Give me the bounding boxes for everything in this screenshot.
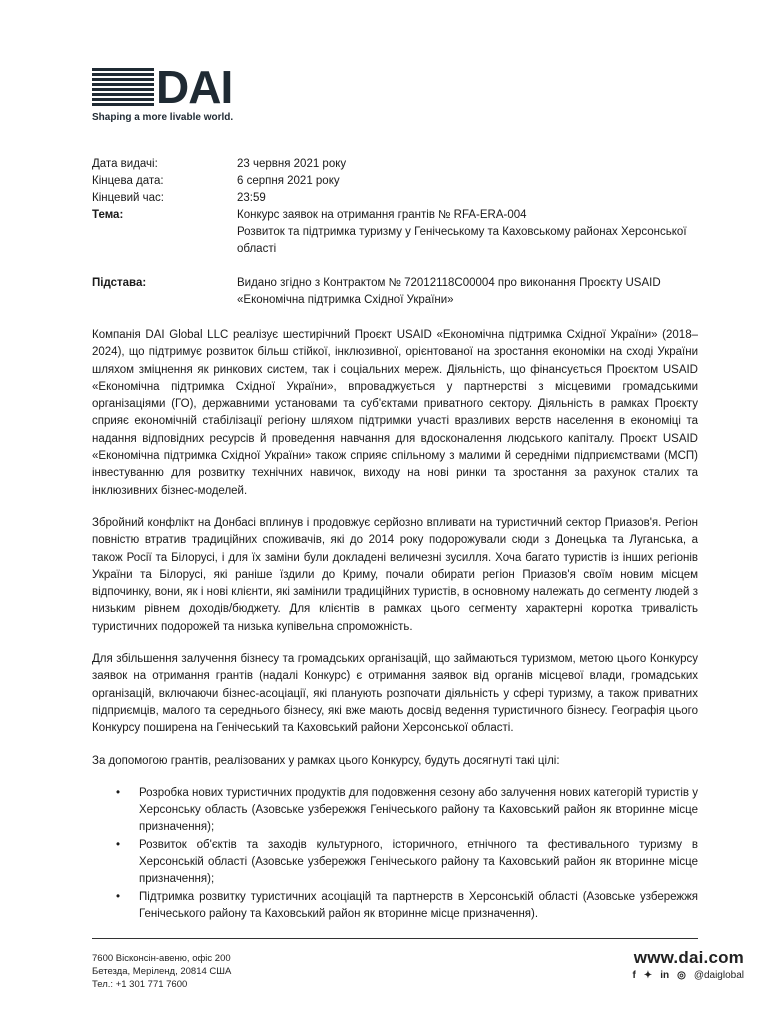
twitter-icon: ✦ <box>643 970 653 981</box>
linkedin-icon: in <box>660 970 670 981</box>
document-body <box>92 327 698 923</box>
issue-date-row <box>92 156 702 173</box>
subject-line-2: Розвиток та підтримка туризму у Генічеському та Каховському районах Херсонської області <box>237 226 687 255</box>
goals-list <box>92 785 698 923</box>
basis-value: Видано згідно з Контрактом № 72012118C00004 про виконання Проєкту USAID «Економічна підтримка Східної України» <box>237 277 661 306</box>
paragraph-conflict: Збройний конфлікт на Донбасі вплинув і продовжує серйозно впливати на туристичний сектор Приазов'я. Регіон повністю втратив традиційних споживачів, які до 2014 року подорожували сюди з Донецька та Луганська, а також Росії та Білорусі, і для їх заміни були докладені величезні зусилля. Хоча багато туристів із інших регіонів України та Білорусі, які раніше їздили до Криму, почали обирати регіон Приазов'я своїм новим місцем відпочинку, вони, як і нові клієнти, які замінили традиційних туристів, в основному належать до сегменту людей з низьким рівнем доходів/бюджету. Для клієнтів в рамках цього сегменту характерні коротка тривалість туристичних подорожей та низька купівельна спроможність. <box>92 516 698 633</box>
end-date-value: 6 серпня 2021 року <box>237 175 340 187</box>
address-line-1: 7600 Вісконсін-авеню, офіс 200 <box>92 953 231 964</box>
list-item: • Розвиток об'єктів та заходів культурного, історичного, етнічного та фестивального туризму в Херсонській області (Азовське узбережжя Генічеського району та Каховський район як вторинне місце призначення); <box>116 838 698 886</box>
footer-address <box>92 952 231 991</box>
subject-row <box>92 207 702 258</box>
footer-website: www.dai.com <box>633 948 744 967</box>
issue-date-label: Дата видачі: <box>92 158 158 170</box>
footer-divider <box>92 938 698 939</box>
subject-label: Тема: <box>92 209 124 221</box>
social-handle: @daiglobal <box>693 970 744 981</box>
dai-logo <box>92 61 262 126</box>
paragraph-purpose: Для збільшення залучення бізнесу та громадських організацій, що займаються туризмом, метою цього Конкурсу заявок на отримання грантів (надалі Конкурс) є отримання заявок від органів місцевої влади, громадських організацій, включаючи бізнес-асоціації, які планують розпочати діяльність у сфері туризму, а також приватних підприємців, малого та середнього бізнесу, які вже мають досвід ведення туристичного бізнесу. Географія цього Конкурсу поширена на Генічеський та Каховський райони Херсонської області. <box>92 653 698 735</box>
footer-social <box>632 970 744 981</box>
facebook-icon: f <box>632 970 636 981</box>
logo-stripes-icon <box>92 68 154 106</box>
end-time-value: 23:59 <box>237 192 266 204</box>
instagram-icon: ◎ <box>677 970 686 981</box>
basis-label: Підстава: <box>92 277 147 289</box>
subject-line-1: Конкурс заявок на отримання грантів № RFA-ERA-004 <box>237 209 527 221</box>
logo-text: DAI <box>156 61 233 113</box>
end-time-row <box>92 190 702 207</box>
address-line-2: Бетезда, Меріленд, 20814 США <box>92 966 232 977</box>
bullet-icon: • <box>116 838 121 851</box>
subject-value <box>237 207 702 258</box>
end-date-label: Кінцева дата: <box>92 175 164 187</box>
list-item: • Розробка нових туристичних продуктів для подовження сезону або залучення нових категорій туристів у Херсонську область (Азовське узбережжя Генічеського району та Каховський район як вторинне місце призначення); <box>116 786 698 834</box>
document-meta <box>92 156 702 309</box>
bullet-icon: • <box>116 786 121 799</box>
paragraph-goals-intro: За допомогою грантів, реалізованих у рамках цього Конкурсу, будуть досягнуті такі цілі: <box>92 754 560 767</box>
list-item: • Підтримка розвитку туристичних асоціацій та партнерств в Херсонській області (Азовське узбережжя Генічеського району та Каховський район як вторинне місце призначення). <box>116 890 698 920</box>
end-time-label: Кінцевий час: <box>92 192 164 204</box>
paragraph-intro: Компанія DAI Global LLC реалізує шестирічний Проєкт USAID «Економічна підтримка Східної України» (2018–2024), що підтримує розвиток більш стійкої, інклюзивної, орієнтованої на зростання економіки на сході України шляхом зміцнення як ринкових систем, так і соціальних мереж. Діяльність, що фінансується Проєктом USAID «Економічна підтримка Східної України», впроваджується у партнерстві з місцевими громадськими організаціями (ГО), державними установами та суб'єктами приватного сектору. Діяльність в рамках Проєкту сприяє економічній стабілізації регіону шляхом підтримки участі вразливих верств населення в економіці та надання відповідних ресурсів й проведення навчання для вдосконалення людського капіталу. Проєкт USAID «Економічна підтримка Східної України» також сприяє спільному з малими й середніми підприємствами (МСП) інвестуванню для розвитку технічних навичок, виходу на нові ринки та зростання за рахунок сталих та інклюзивних бізнес-моделей. <box>92 329 698 497</box>
basis-row <box>92 275 702 309</box>
bullet-icon: • <box>116 890 121 903</box>
end-date-row <box>92 173 702 190</box>
issue-date-value: 23 червня 2021 року <box>237 158 347 170</box>
logo-tagline: Shaping a more livable world. <box>92 112 234 123</box>
address-phone: Тел.: +1 301 771 7600 <box>92 979 188 990</box>
